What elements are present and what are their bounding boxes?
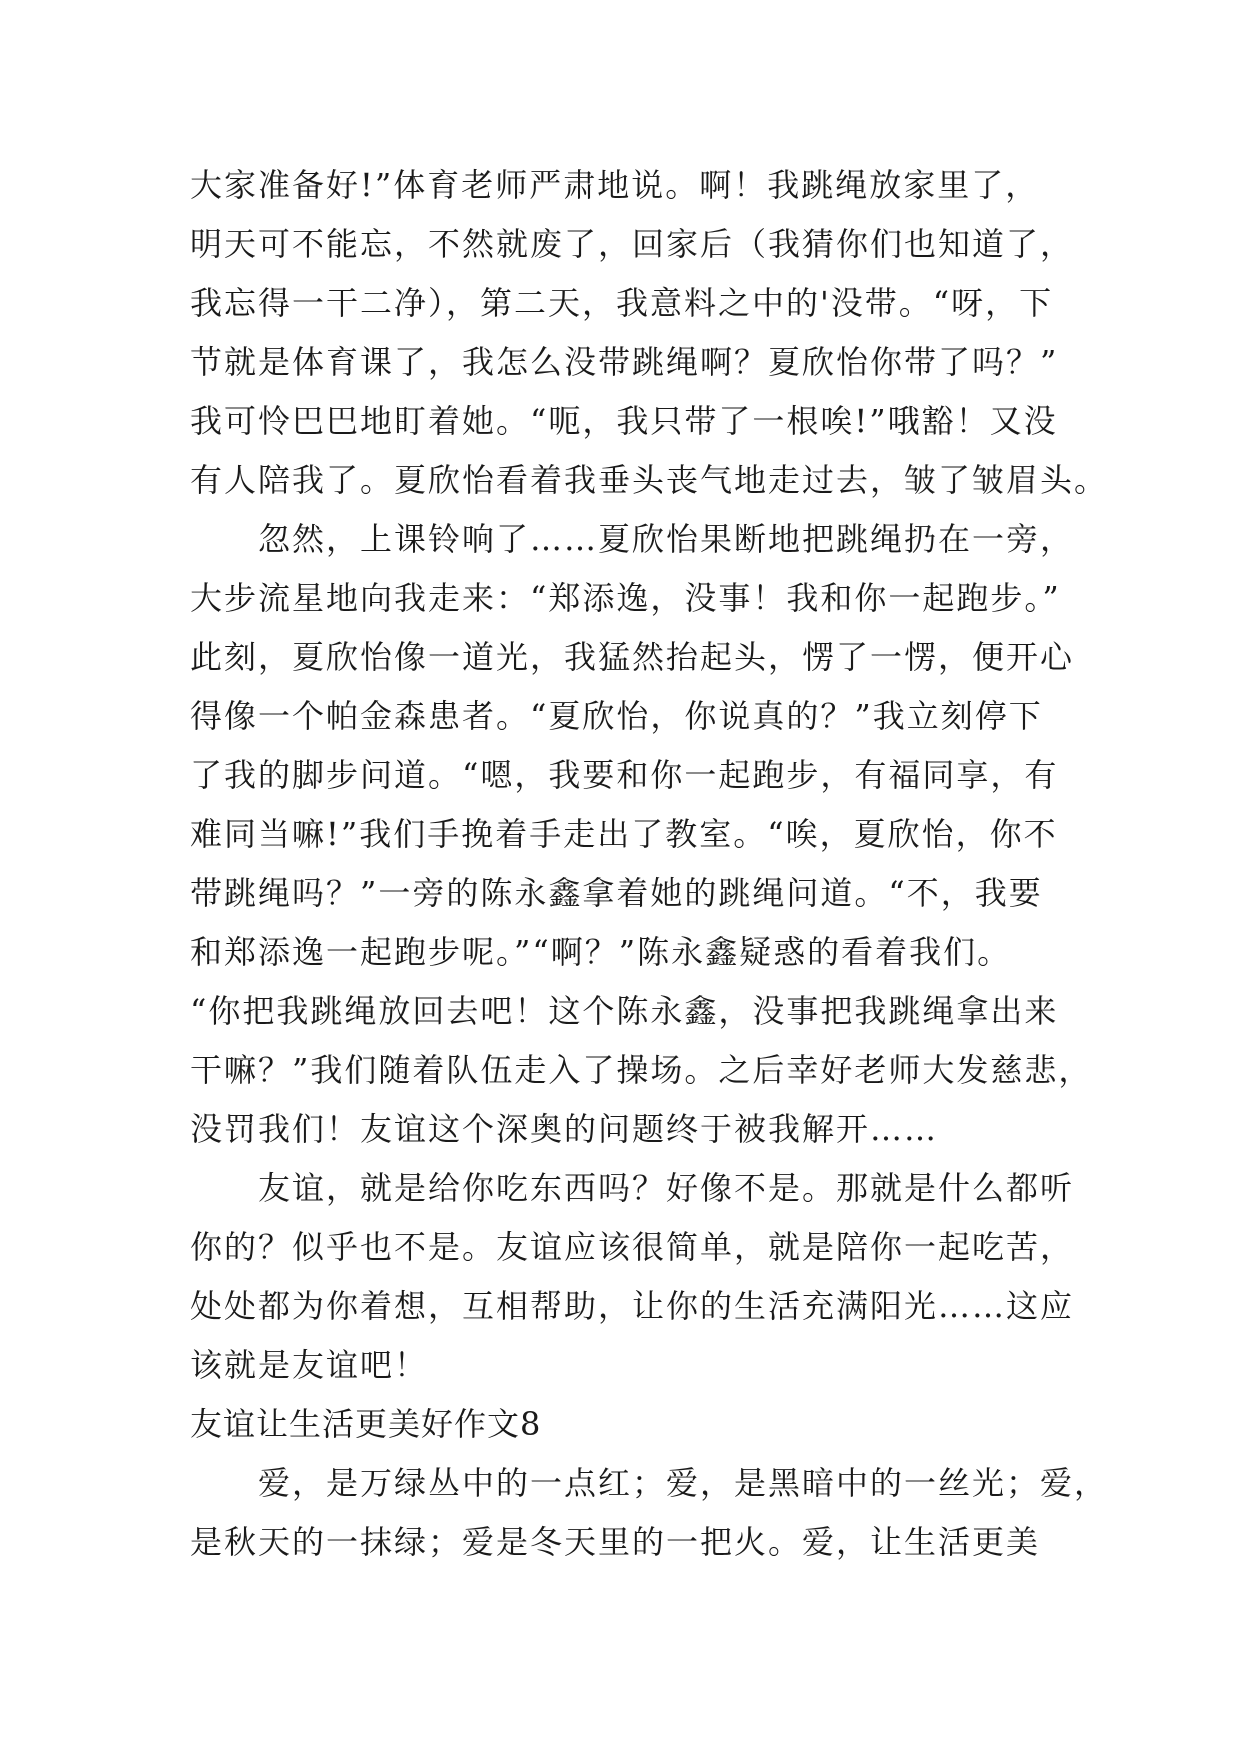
text-line: 节就是体育课了，我怎么没带跳绳啊？夏欣怡你带了吗？” xyxy=(190,343,1059,381)
text-line: 难同当嘛!”我们手挽着手走出了教室。“唉，夏欣怡，你不 xyxy=(190,815,1058,853)
text-line: 我可怜巴巴地盯着她。“呃，我只带了一根唉!”哦豁！又没 xyxy=(190,402,1058,440)
text-line: 带跳绳吗？”一旁的陈永鑫拿着她的跳绳问道。“不，我要 xyxy=(190,874,1043,912)
text-line: 大步流星地向我走来：“郑添逸，没事！我和你一起跑步。” xyxy=(190,579,1061,617)
text-line: 我忘得一干二净），第二天，我意料之中的'没带。“呀，下 xyxy=(190,284,1054,322)
text-line: 没罚我们！友谊这个深奥的问题终于被我解开…… xyxy=(190,1110,939,1148)
text-line: 有人陪我了。夏欣怡看着我垂头丧气地走过去，皱了皱眉头。 xyxy=(190,461,1109,499)
text-line: 是秋天的一抹绿；爱是冬天里的一把火。爱，让生活更美 xyxy=(190,1523,1041,1561)
text-line: 明天可不能忘，不然就废了，回家后（我猜你们也知道了， xyxy=(190,225,1075,263)
text-line: 得像一个帕金森患者。“夏欣怡，你说真的？”我立刻停下 xyxy=(190,697,1043,735)
text-line: 了我的脚步问道。“嗯，我要和你一起跑步，有福同享，有 xyxy=(190,756,1059,794)
text-line: 该就是友谊吧！ xyxy=(190,1346,429,1384)
section-title: 友谊让生活更美好作文8 xyxy=(190,1405,542,1443)
paragraph-first-line: 友谊，就是给你吃东西吗？好像不是。那就是什么都听 xyxy=(258,1169,1075,1207)
text-line: 和郑添逸一起跑步呢。”“啊？”陈永鑫疑惑的看着我们。 xyxy=(190,933,1012,971)
text-line: 此刻，夏欣怡像一道光，我猛然抬起头，愣了一愣，便开心 xyxy=(190,638,1075,676)
paragraph-first-line: 忽然，上课铃响了……夏欣怡果断地把跳绳扔在一旁， xyxy=(258,520,1075,558)
text-line: 你的？似乎也不是。友谊应该很简单，就是陪你一起吃苦， xyxy=(190,1228,1075,1266)
paragraph-first-line: 爱，是万绿丛中的一点红；爱，是黑暗中的一丝光；爱， xyxy=(258,1464,1109,1502)
text-line: 干嘛？”我们随着队伍走入了操场。之后幸好老师大发慈悲， xyxy=(190,1051,1093,1089)
text-line: 大家准备好!”体育老师严肃地说。啊！我跳绳放家里了， xyxy=(190,166,1040,204)
text-line: “你把我跳绳放回去吧！这个陈永鑫，没事把我跳绳拿出来 xyxy=(190,992,1059,1030)
text-line: 处处都为你着想，互相帮助，让你的生活充满阳光……这应 xyxy=(190,1287,1075,1325)
essay-body xyxy=(190,156,1109,1572)
